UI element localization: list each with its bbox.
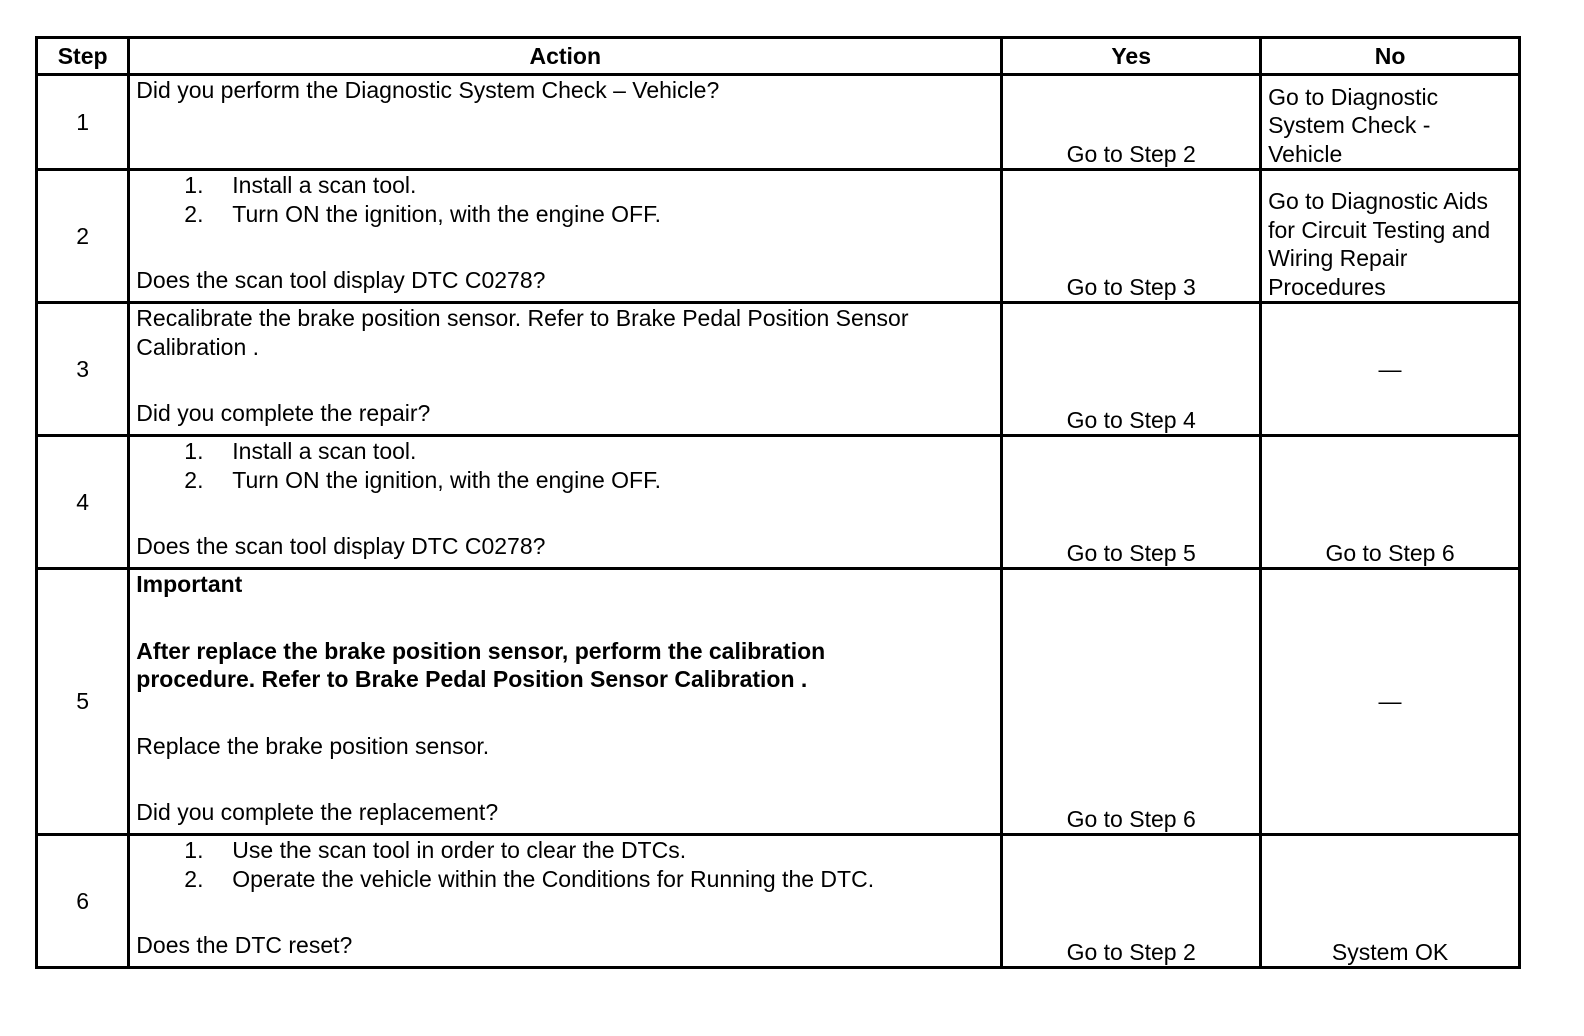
no-cell [1261, 75, 1520, 170]
substep-text: Operate the vehicle within the Conditions for Running the DTC. [232, 865, 875, 892]
table-row-step-6 [37, 835, 1520, 968]
no-line: Procedures [1268, 273, 1386, 300]
no-line: for Circuit Testing and [1268, 216, 1491, 243]
yes-cell: Go to Step 5 [1002, 436, 1261, 569]
header-yes: Yes [1002, 38, 1261, 75]
substep-item [136, 200, 994, 229]
substep-text: Install a scan tool. [232, 172, 417, 198]
question-text: Does the scan tool display DTC C0278? [136, 533, 546, 559]
substep-item [136, 171, 994, 200]
action-text: Replace the brake position sensor. [136, 732, 490, 759]
no-line: Wiring Repair [1268, 245, 1408, 271]
substep-text: Turn ON the ignition, with the engine OFF. [232, 200, 661, 227]
substep-list [136, 437, 994, 494]
no-line: Vehicle [1268, 140, 1343, 167]
substep-text: Turn ON the ignition, with the engine OFF. [232, 466, 661, 493]
step-number: 3 [37, 303, 129, 436]
table-row-step-5 [37, 569, 1520, 835]
substep-number: 2. [184, 865, 204, 892]
important-line: procedure. Refer to Brake Pedal Position Sensor Calibration . [136, 666, 808, 692]
substep-text: Install a scan tool. [232, 438, 417, 464]
table-row-step-4 [37, 436, 1520, 569]
action-line: Calibration . [136, 333, 260, 360]
step-number: 4 [37, 436, 129, 569]
header-action: Action [129, 38, 1002, 75]
substep-item [136, 865, 994, 894]
yes-cell: Go to Step 4 [1002, 303, 1261, 436]
yes-cell: Go to Step 6 [1002, 569, 1261, 835]
header-row [37, 38, 1520, 75]
important-label: Important [136, 571, 243, 597]
header-no: No [1261, 38, 1520, 75]
table-row-step-3 [37, 303, 1520, 436]
substep-item [136, 466, 994, 495]
step-number: 6 [37, 835, 129, 968]
action-cell [129, 835, 1002, 968]
substep-item [136, 437, 994, 466]
no-cell: — [1261, 569, 1520, 835]
no-cell: — [1261, 303, 1520, 436]
no-line: Go to Diagnostic [1268, 83, 1439, 110]
action-text: Did you perform the Diagnostic System Check – Vehicle? [136, 77, 720, 103]
diagnostic-table [35, 36, 1521, 969]
yes-cell: Go to Step 2 [1002, 835, 1261, 968]
substep-number: 1. [184, 172, 204, 198]
substep-number: 1. [184, 438, 204, 464]
substep-number: 1. [184, 837, 204, 863]
substep-number: 2. [184, 200, 204, 227]
step-number: 2 [37, 170, 129, 303]
question-text: Does the DTC reset? [136, 932, 353, 958]
action-cell [129, 569, 1002, 835]
step-number: 5 [37, 569, 129, 835]
no-line: Go to Diagnostic Aids [1268, 188, 1488, 214]
action-cell [129, 303, 1002, 436]
important-line: After replace the brake position sensor, perform the calibration [136, 637, 826, 664]
table-row-step-2 [37, 170, 1520, 303]
substep-item [136, 836, 994, 865]
no-line: System Check - [1268, 112, 1431, 138]
action-cell [129, 170, 1002, 303]
action-cell [129, 75, 1002, 170]
substep-list [136, 836, 994, 893]
substep-text: Use the scan tool in order to clear the DTCs. [232, 837, 687, 863]
substep-number: 2. [184, 466, 204, 493]
yes-cell: Go to Step 3 [1002, 170, 1261, 303]
question-text: Did you complete the replacement? [136, 799, 499, 825]
action-cell [129, 436, 1002, 569]
step-number: 1 [37, 75, 129, 170]
question-text: Did you complete the repair? [136, 400, 431, 426]
table-row-step-1 [37, 75, 1520, 170]
action-line: Recalibrate the brake position sensor. Refer to Brake Pedal Position Sensor [136, 305, 909, 331]
substep-list [136, 171, 994, 228]
yes-cell: Go to Step 2 [1002, 75, 1261, 170]
question-text: Does the scan tool display DTC C0278? [136, 267, 546, 293]
no-cell [1261, 170, 1520, 303]
no-cell: System OK [1261, 835, 1520, 968]
header-step: Step [37, 38, 129, 75]
no-cell: Go to Step 6 [1261, 436, 1520, 569]
